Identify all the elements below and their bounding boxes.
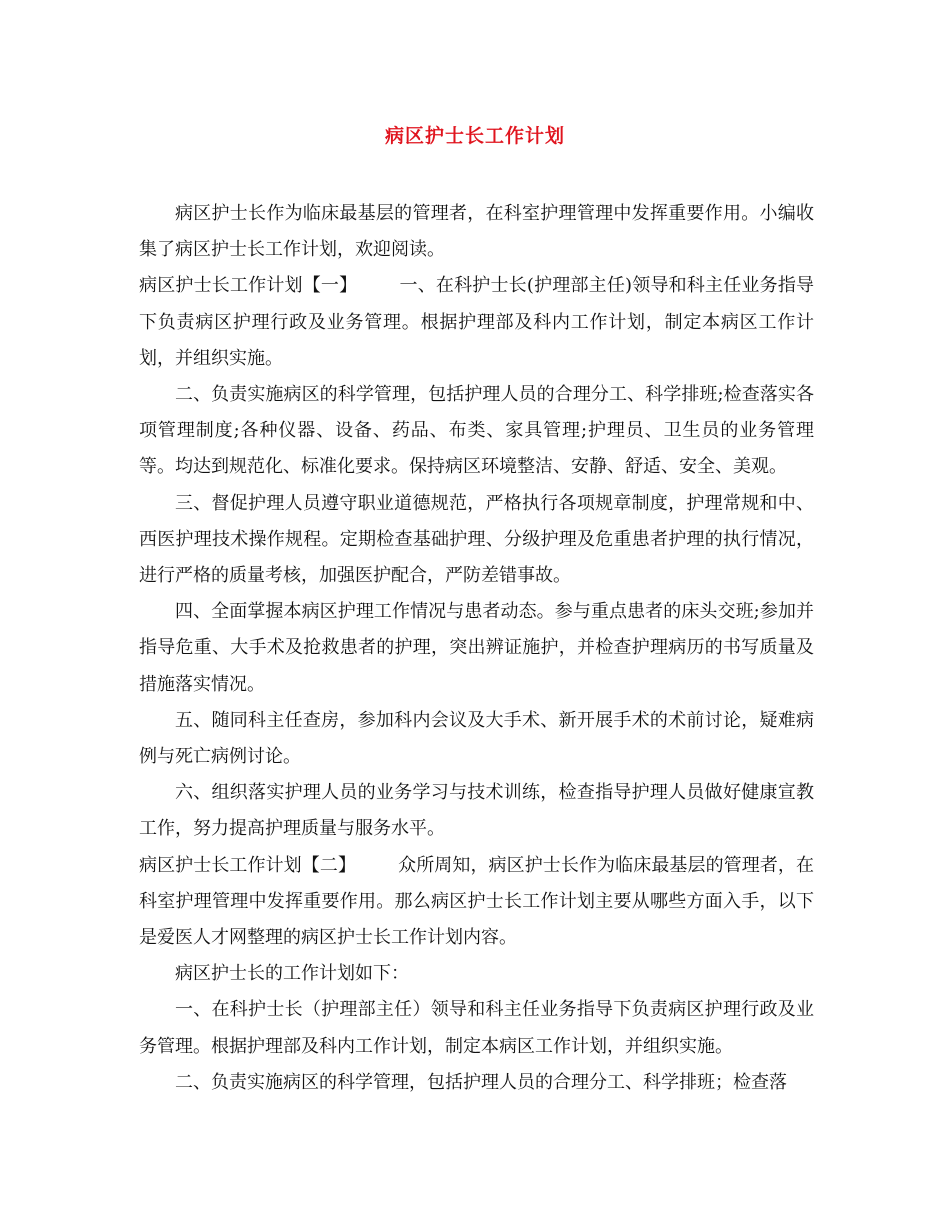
paragraph-text: 四、全面掌握本病区护理工作情况与患者动态。参与重点患者的床头交班;参加并指导危重、大手术及抢救患者的护理，突出辨证施护，并检查护理病历的书写质量及措施落实情况。 — [139, 601, 814, 695]
paragraph-text: 三、督促护理人员遵守职业道德规范，严格执行各项规章制度，护理常规和中、西医护理技术操作规程。定期检查基础护理、分级护理及危重患者护理的执行情况，进行严格的质量考核，加强医护配合，严防差错事故。 — [139, 492, 814, 587]
intro-paragraph — [139, 196, 814, 268]
plan-two-item-two — [139, 1065, 814, 1101]
plan-intro-line — [139, 956, 814, 992]
plan-one-paragraph — [139, 268, 814, 377]
paragraph-text: 一、在科护士长（护理部主任）领导和科主任业务指导下负责病区护理行政及业务管理。根据护理部及科内工作计划，制定本病区工作计划，并组织实施。 — [139, 999, 814, 1057]
document-title: 病区护士长工作计划 — [384, 125, 565, 147]
paragraph-text: 五、随同科主任查房，参加科内会议及大手术、新开展手术的术前讨论，疑难病例与死亡病例讨论。 — [139, 709, 814, 768]
document-body — [139, 196, 814, 1101]
paragraph-text: 一、在科护士长(护理部主任)领导和科主任业务指导下负责病区护理行政及业务管理。根据护理部及科内工作计划，制定本病区工作计划，并组织实施。 — [139, 275, 815, 369]
item-four-paragraph — [139, 594, 814, 703]
paragraph-text: 二、负责实施病区的科学管理，包括护理人员的合理分工、科学排班；检查落 — [175, 1071, 787, 1093]
paragraph-text: 病区护士长的工作计划如下： — [175, 963, 409, 985]
paragraph-text: 众所周知，病区护士长作为临床最基层的管理者，在科室护理管理中发挥重要作用。那么病区护士长工作计划主要从哪些方面入手，以下是爱医人才网整理的病区护士长工作计划内容。 — [139, 854, 815, 949]
item-five-paragraph — [139, 703, 814, 775]
paragraph-text: 二、负责实施病区的科学管理，包括护理人员的合理分工、科学排班;检查落实各项管理制度;各种仪器、设备、药品、布类、家具管理;护理员、卫生员的业务管理等。均达到规范化、标准化要求。保持病区环境整洁、安静、舒适、安全、美观。 — [139, 384, 814, 478]
item-six-paragraph — [139, 775, 814, 847]
item-three-paragraph — [139, 486, 814, 595]
plan-two-paragraph — [139, 848, 814, 957]
paragraph-text: 六、组织落实护理人员的业务学习与技术训练，检查指导护理人员做好健康宣教工作，努力提高护理质量与服务水平。 — [139, 782, 814, 840]
paragraph-text: 病区护士长作为临床最基层的管理者，在科室护理管理中发挥重要作用。小编收集了病区护士长工作计划，欢迎阅读。 — [139, 203, 814, 261]
plan-one-heading: 病区护士长工作计划【一】 — [139, 275, 358, 297]
plan-two-heading: 病区护士长工作计划【二】 — [139, 854, 357, 876]
plan-two-item-one — [139, 992, 814, 1064]
item-two-paragraph — [139, 377, 814, 486]
